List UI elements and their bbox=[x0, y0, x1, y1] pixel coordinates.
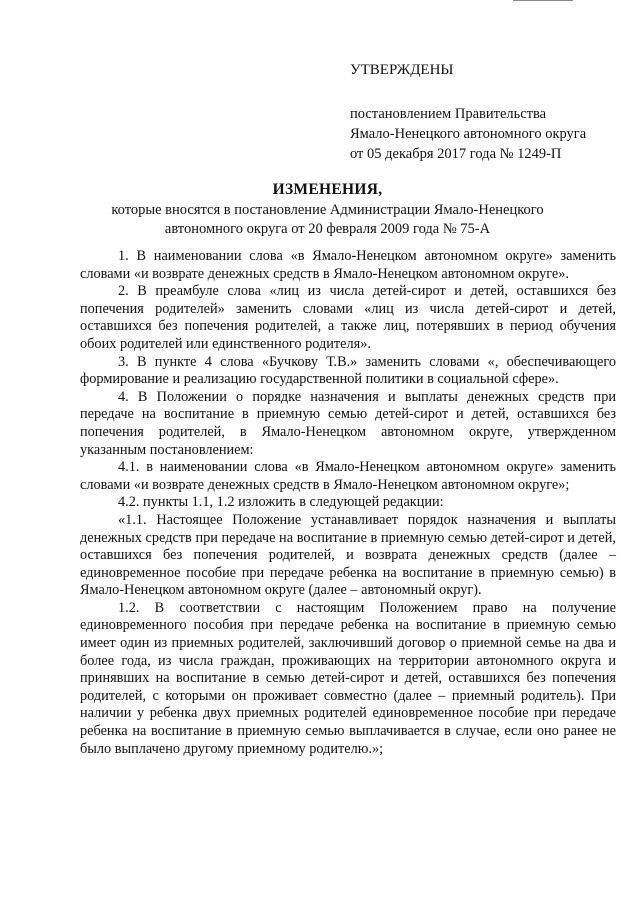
paragraph-4-1: 4.1. в наименовании слова «в Ямало-Ненецком автономном округе» заменить словами «и возврате денежных средств в Ямало-Ненецком автономном округе»; bbox=[80, 459, 616, 493]
paragraph-3: 3. В пункте 4 слова «Бучкову Т.В.» заменить словами «, обеспечивающего формирование и реализацию государственной политики в социальной сфере». bbox=[80, 353, 616, 388]
paragraph-2: 2. В преамбуле слова «лиц из числа детей-сирот и детей, оставшихся без попечения родителей» заменить словами «лиц из числа детей-сирот и детей, оставшихся без попечения родителей, а также лиц, потерявших в период обучения обоих родителей или единственного родителя». bbox=[80, 283, 616, 352]
document-body bbox=[80, 248, 616, 758]
document-heading bbox=[60, 180, 595, 239]
document-title: ИЗМЕНЕНИЯ, bbox=[272, 181, 383, 198]
approval-line: Ямало-Ненецкого автономного округа bbox=[350, 126, 587, 142]
paragraph-1: 1. В наименовании слова «в Ямало-Ненецком автономном округе» заменить словами «и возврате денежных средств в Ямало-Ненецком автономном округе». bbox=[80, 248, 616, 282]
paragraph-4: 4. В Положении о порядке назначения и выплаты денежных средств при передаче на воспитание в приемную семью детей-сирот и детей, оставшихся без попечения родителей, в Ямало-Ненецком автономном округе, утвержденном указанным постановлением: bbox=[80, 388, 616, 458]
document-subtitle-line: автономного округа от 20 февраля 2009 года № 75-А bbox=[164, 221, 491, 237]
document-subtitle-line: которые вносятся в постановление Администрации Ямало-Ненецкого bbox=[111, 202, 544, 218]
approval-line: постановлением Правительства bbox=[350, 106, 547, 122]
scan-edge-mark bbox=[513, 0, 573, 3]
paragraph-1-1: «1.1. Настоящее Положение устанавливает порядок назначения и выплаты денежных средств при передаче на воспитание в приемную семью детей-сирот и детей, оставшихся без попечения родителей, и возврата денежных средств (далее – единовременное пособие при передаче ребенка на воспитание в приемную семью) в Ямало-Ненецком автономном округе (далее – автономный округ). bbox=[80, 511, 616, 599]
paragraph-4-2: 4.2. пункты 1.1, 1.2 изложить в следующей редакции: bbox=[118, 494, 444, 511]
paragraph-1-2: 1.2. В соответствии с настоящим Положением право на получение единовременного пособия при передаче ребенка на воспитание в приемную семью имеет один из приемных родителей, заключивший договор о приемной семье на два и более года, из числа граждан, проживающих на территории автономного округа и принявших на воспитание в семью детей-сирот и детей, оставшихся без попечения родителей, с которыми он проживает совместно (далее – приемный родитель). При наличии у ребенка двух приемных родителей единовременное пособие при передаче ребенка на воспитание в приемную семью выплачивается в случае, если оно ранее не было выплачено другому приемному родителю.»; bbox=[80, 599, 616, 757]
approval-line: от 05 декабря 2017 года № 1249-П bbox=[350, 146, 562, 162]
approval-title: УТВЕРЖДЕНЫ bbox=[350, 62, 454, 78]
approval-block bbox=[350, 60, 620, 164]
